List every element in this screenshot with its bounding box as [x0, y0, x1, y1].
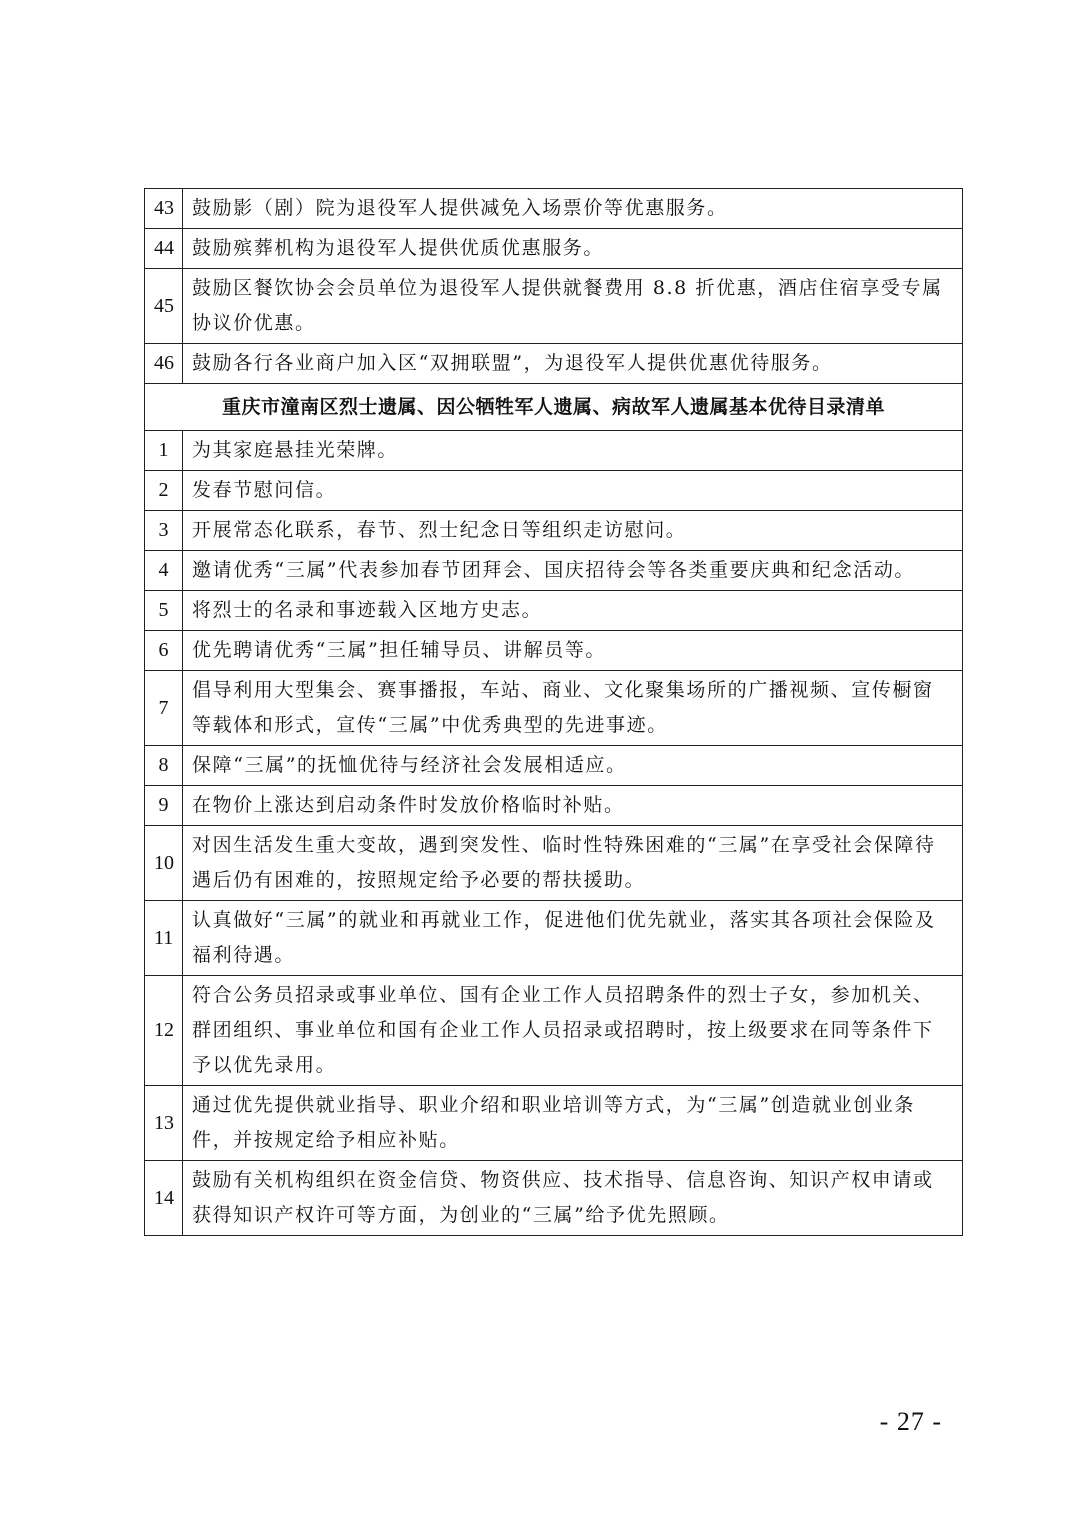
row-text: 鼓励影（剧）院为退役军人提供减免入场票价等优惠服务。 — [183, 189, 963, 229]
row-number: 11 — [145, 901, 183, 976]
table-row — [145, 826, 963, 901]
row-number: 8 — [145, 746, 183, 786]
table-row — [145, 671, 963, 746]
row-number: 5 — [145, 591, 183, 631]
row-text: 鼓励殡葬机构为退役军人提供优质优惠服务。 — [183, 229, 963, 269]
row-text: 符合公务员招录或事业单位、国有企业工作人员招聘条件的烈士子女，参加机关、群团组织、事业单位和国有企业工作人员招录或招聘时，按上级要求在同等条件下予以优先录用。 — [183, 976, 963, 1086]
table-row — [145, 1086, 963, 1161]
row-number: 2 — [145, 471, 183, 511]
row-text: 在物价上涨达到启动条件时发放价格临时补贴。 — [183, 786, 963, 826]
table-row — [145, 1161, 963, 1236]
row-number: 14 — [145, 1161, 183, 1236]
table-row — [145, 631, 963, 671]
section-title: 重庆市潼南区烈士遗属、因公牺牲军人遗属、病故军人遗属基本优待目录清单 — [145, 384, 963, 431]
table-row — [145, 471, 963, 511]
row-number: 45 — [145, 269, 183, 344]
row-number: 9 — [145, 786, 183, 826]
row-number: 12 — [145, 976, 183, 1086]
row-number: 4 — [145, 551, 183, 591]
row-number: 7 — [145, 671, 183, 746]
table-row — [145, 746, 963, 786]
row-number: 46 — [145, 344, 183, 384]
table-row — [145, 229, 963, 269]
row-text: 鼓励有关机构组织在资金信贷、物资供应、技术指导、信息咨询、知识产权申请或获得知识产权许可等方面，为创业的“三属”给予优先照顾。 — [183, 1161, 963, 1236]
row-text: 发春节慰问信。 — [183, 471, 963, 511]
table-row — [145, 189, 963, 229]
row-text: 开展常态化联系，春节、烈士纪念日等组织走访慰问。 — [183, 511, 963, 551]
table-row — [145, 269, 963, 344]
page-number: - 27 - — [879, 1407, 942, 1436]
row-number: 13 — [145, 1086, 183, 1161]
row-number: 10 — [145, 826, 183, 901]
row-text: 鼓励区餐饮协会会员单位为退役军人提供就餐费用 8.8 折优惠，酒店住宿享受专属协议价优惠。 — [183, 269, 963, 344]
row-text: 认真做好“三属”的就业和再就业工作，促进他们优先就业，落实其各项社会保险及福利待遇。 — [183, 901, 963, 976]
benefits-table — [144, 188, 963, 1236]
row-number: 3 — [145, 511, 183, 551]
row-text: 将烈士的名录和事迹载入区地方史志。 — [183, 591, 963, 631]
row-number: 6 — [145, 631, 183, 671]
table-row — [145, 551, 963, 591]
table-row — [145, 976, 963, 1086]
row-text: 保障“三属”的抚恤优待与经济社会发展相适应。 — [183, 746, 963, 786]
table-row — [145, 511, 963, 551]
row-text: 优先聘请优秀“三属”担任辅导员、讲解员等。 — [183, 631, 963, 671]
section-header-row — [145, 384, 963, 431]
row-text: 为其家庭悬挂光荣牌。 — [183, 431, 963, 471]
row-number: 44 — [145, 229, 183, 269]
table-row — [145, 901, 963, 976]
table-row — [145, 431, 963, 471]
row-text: 邀请优秀“三属”代表参加春节团拜会、国庆招待会等各类重要庆典和纪念活动。 — [183, 551, 963, 591]
row-text: 对因生活发生重大变故，遇到突发性、临时性特殊困难的“三属”在享受社会保障待遇后仍有困难的，按照规定给予必要的帮扶援助。 — [183, 826, 963, 901]
row-text: 鼓励各行各业商户加入区“双拥联盟”，为退役军人提供优惠优待服务。 — [183, 344, 963, 384]
row-number: 1 — [145, 431, 183, 471]
row-number: 43 — [145, 189, 183, 229]
table-row — [145, 786, 963, 826]
benefits-table-body — [145, 189, 963, 1236]
table-row — [145, 344, 963, 384]
row-text: 通过优先提供就业指导、职业介绍和职业培训等方式，为“三属”创造就业创业条件，并按规定给予相应补贴。 — [183, 1086, 963, 1161]
table-row — [145, 591, 963, 631]
row-text: 倡导利用大型集会、赛事播报，车站、商业、文化聚集场所的广播视频、宣传橱窗等载体和形式，宣传“三属”中优秀典型的先进事迹。 — [183, 671, 963, 746]
